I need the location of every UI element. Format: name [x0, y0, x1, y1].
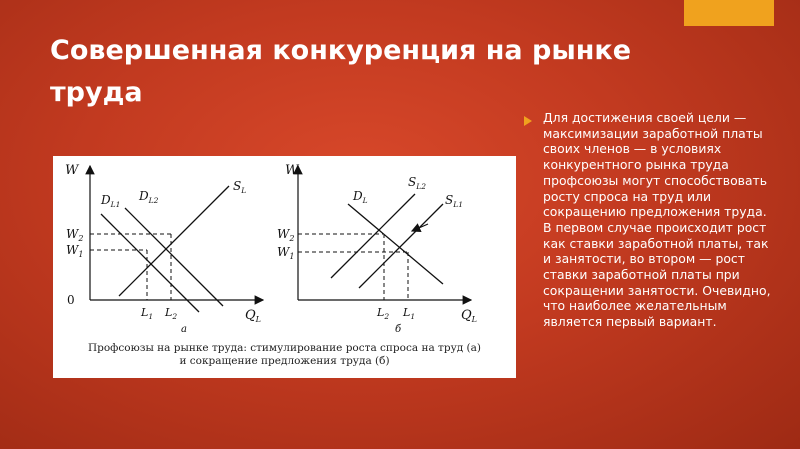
slide-title: Совершенная конкуренция на рынке труда	[50, 35, 632, 108]
panel-b-w1-label: $W_1$	[277, 245, 295, 261]
panel-b-l1-label: $L_1$	[403, 306, 416, 321]
panel-b-y-label: W	[285, 163, 299, 178]
panel-b-curve-dl	[348, 204, 443, 284]
panel-a-sl-label: $S_L$	[233, 179, 247, 195]
figure-caption-line1: Профсоюзы на рынке труда: стимулирование роста спроса на труд (а)	[87, 342, 482, 354]
panel-a	[65, 163, 263, 335]
panel-b-l2-label: $L_2$	[377, 306, 390, 321]
panel-a-curve-sl	[119, 186, 229, 296]
panel-a-w1-label: $W_1$	[66, 243, 84, 259]
panel-a-curve-dl2	[125, 208, 223, 306]
panel-b-curve-sl1	[359, 204, 443, 288]
panel-b-curve-sl2	[331, 194, 415, 278]
panel-b-x-label: $Q_L$	[461, 308, 477, 324]
panel-b-dl-label: $D_L$	[353, 189, 368, 205]
panel-a-origin: 0	[67, 293, 75, 307]
panel-a-l1-label: $L_1$	[141, 306, 154, 321]
slide-body-text: Для достижения своей цели — максимизации заработной платы своих членов — в условиях конкурентного рынка труда профсоюзы могут способствовать росту спроса на труд или сокращению предложения труда. В первом случае происходит рост как ставки заработной платы, так и занятости, во втором — рост ставки заработной платы при сокращении занятости. Очевидно, что наиболее желательным является первый вариант.	[543, 110, 771, 330]
panel-a-w2-label: $W_2$	[66, 227, 84, 243]
panel-b-letter: б	[395, 324, 402, 335]
labor-market-figure	[53, 156, 516, 378]
panel-a-curve-dl1	[101, 214, 199, 312]
panel-a-dl2-label: $D_{L2}$	[139, 189, 159, 205]
panel-a-l2-label: $L_2$	[165, 306, 178, 321]
accent-bar	[684, 0, 774, 26]
figure-caption	[53, 342, 516, 368]
panel-b-sl1-label: $S_{L1}$	[445, 193, 463, 209]
panel-b-shift-arrow	[412, 224, 428, 231]
panel-a-y-label: W	[65, 163, 79, 178]
panel-b	[277, 163, 477, 335]
figure-caption-line2: и сокращение предложения труда (б)	[179, 355, 390, 367]
triangle-right-icon	[524, 116, 534, 126]
panel-a-dl1-label: $D_{L1}$	[101, 193, 121, 209]
panel-b-sl2-label: $S_{L2}$	[408, 175, 426, 191]
panel-a-x-label: $Q_L$	[245, 308, 261, 324]
panel-a-letter: а	[181, 324, 187, 335]
panel-b-w2-label: $W_2$	[277, 227, 295, 243]
